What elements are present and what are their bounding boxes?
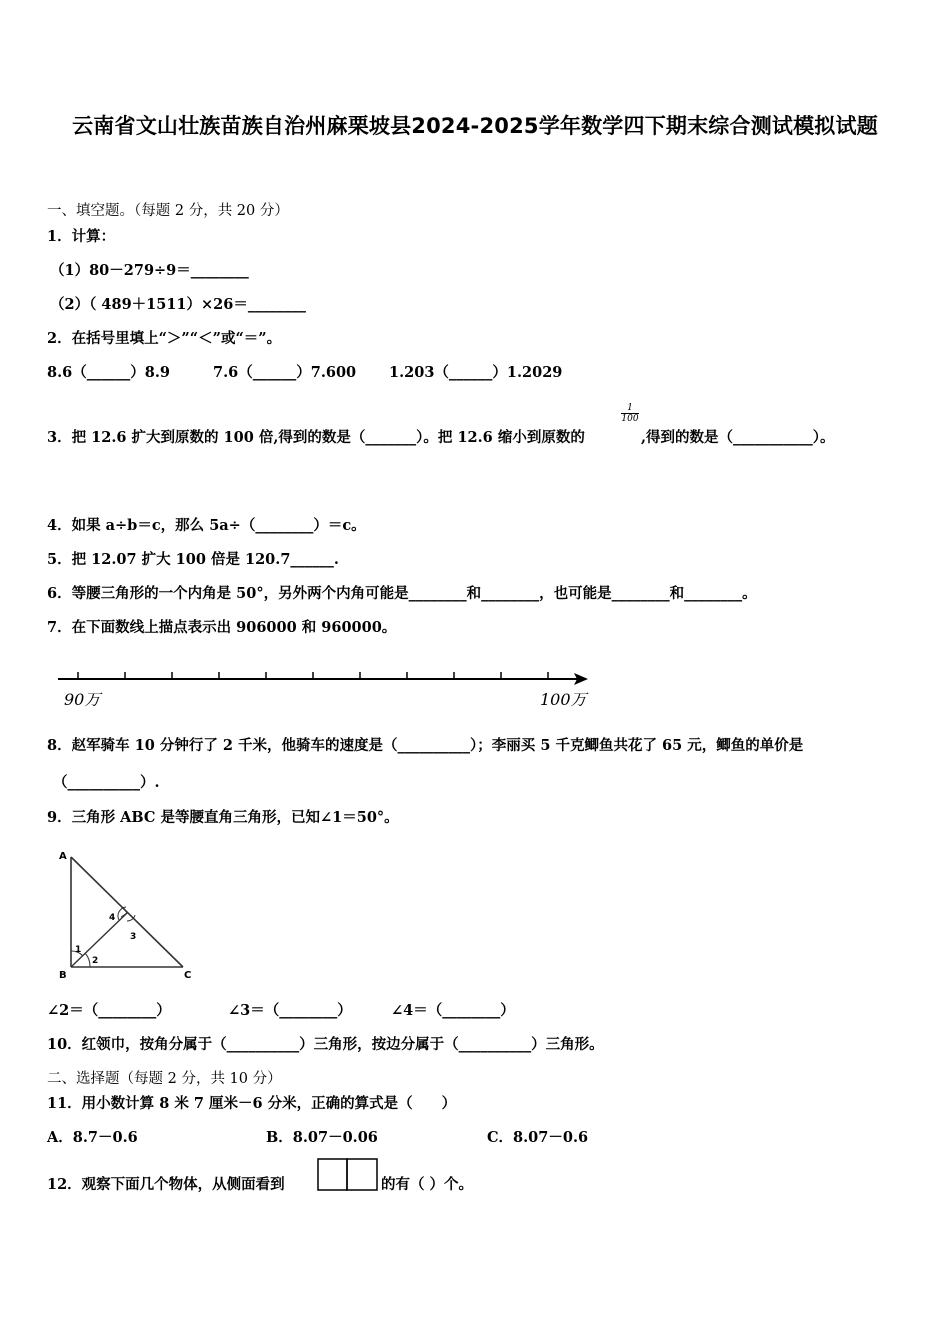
q9-angle2-answer: ∠2＝（________） [47, 1002, 171, 1019]
q11-option-c: C．8.07－0.6 [487, 1129, 589, 1146]
section2-header: 二、选择题（每题 2 分，共 10 分） [47, 1071, 282, 1087]
q9-angle3-answer: ∠3＝（________） [228, 1002, 352, 1019]
number-line [50, 660, 610, 720]
q9-stem: 9．三角形 ABC 是等腰直角三角形，已知∠1＝50°。 [47, 809, 399, 826]
triangle-figure [55, 845, 205, 985]
q3-fraction [619, 403, 641, 424]
number-line-start-label: 90万 [64, 690, 101, 709]
angle-3-label: 3 [130, 932, 137, 942]
vertex-b-label: B [59, 970, 67, 981]
q1-part1: （1）80－279÷9＝________ [50, 262, 249, 279]
q5-text: 5．把 12.07 扩大 100 倍是 120.7______. [47, 551, 339, 568]
q2-item-a: 8.6（______）8.9 [47, 364, 170, 381]
side-view-figure [317, 1158, 379, 1192]
page-title: 云南省文山壮族苗族自治州麻栗坡县2024-2025学年数学四下期末综合测试模拟试题 [72, 114, 878, 138]
q4-text: 4．如果 a÷b＝c，那么 5a÷（________）＝c。 [47, 517, 366, 534]
q1-stem: 1．计算： [47, 228, 116, 245]
q1-part2: （2）（ 489＋1511）×26＝________ [50, 296, 306, 313]
q8-line1: 8．赵军骑车 10 分钟行了 2 千米，他骑车的速度是（__________）；李丽买 5 千克鲫鱼共花了 65 元，鲫鱼的单价是 [47, 737, 804, 754]
side-view-cell-right [347, 1159, 377, 1190]
angle-2-arc [85, 953, 90, 967]
q9-angle4-answer: ∠4＝（________） [391, 1002, 515, 1019]
fraction-numerator: 1 [627, 403, 633, 413]
q12-part1: 12．观察下面几个物体，从侧面看到 [47, 1176, 285, 1193]
q3-part1: 3．把 12.6 扩大到原数的 100 倍,得到的数是（_______）。把 12.6 缩小到原数的 [47, 429, 585, 446]
vertex-a-label: A [59, 851, 67, 862]
side-view-cell-left [318, 1159, 347, 1190]
angle-4-label: 4 [109, 913, 116, 923]
q11-option-b: B．8.07－0.06 [266, 1129, 378, 1146]
q11-stem: 11．用小数计算 8 米 7 厘米－6 分米，正确的算式是（ ） [47, 1095, 457, 1112]
q11-option-a: A．8.7－0.6 [47, 1129, 138, 1146]
q2-item-c: 1.203（______）1.2029 [389, 364, 563, 381]
angle-2-label: 2 [92, 956, 99, 966]
q10-text: 10．红领巾，按角分属于（__________）三角形，按边分属于（__________）三角形。 [47, 1036, 604, 1053]
q3-part2: ,得到的数是（___________）。 [641, 429, 835, 446]
segment-bd [71, 913, 127, 967]
q12-part2: 的有（ ）个。 [381, 1176, 474, 1193]
number-line-end-label: 100万 [540, 690, 587, 709]
q2-item-b: 7.6（______）7.600 [213, 364, 357, 381]
section1-header: 一、填空题。（每题 2 分，共 20 分） [47, 203, 289, 219]
angle-1-label: 1 [75, 945, 82, 955]
q6-text: 6．等腰三角形的一个内角是 50°，另外两个内角可能是________和________，也可能是________和________。 [47, 585, 757, 602]
q2-stem: 2．在括号里填上“＞”“＜”或“＝”。 [47, 330, 282, 347]
q7-stem: 7．在下面数线上描点表示出 906000 和 960000。 [47, 619, 397, 636]
number-line-ticks [78, 672, 548, 679]
vertex-c-label: C [184, 970, 192, 981]
fraction-denominator: 100 [621, 414, 639, 424]
q8-line2: （__________）. [53, 774, 160, 791]
